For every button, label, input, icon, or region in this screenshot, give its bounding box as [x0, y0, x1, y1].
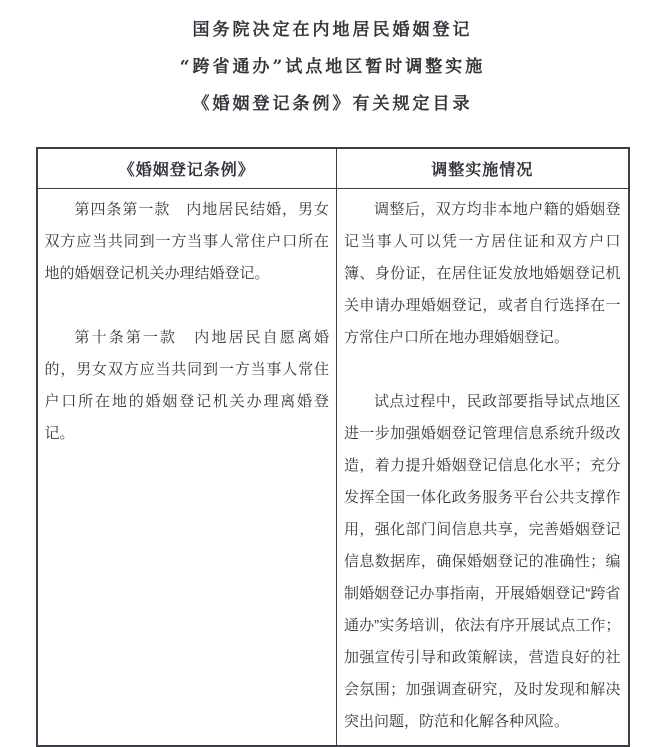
document-page [0, 12, 665, 730]
column-header-regulation: 《婚姻登记条例》 [37, 148, 337, 188]
table-header-row [37, 148, 629, 188]
regulations-table [36, 147, 630, 747]
adjustment-paragraph-1: 调整后，双方均非本地户籍的婚姻登记当事人可以凭一方居住证和双方户口簿、身份证，在居住证发放地婚姻登记机关申请办理婚姻登记，或者自行选择在一方常住户口所在地办理婚姻登记。 [344, 200, 621, 346]
regulation-cell [37, 188, 337, 746]
title-line-3: 《婚姻登记条例》有关规定目录 [192, 94, 473, 114]
table-body-row [37, 188, 629, 746]
adjustment-cell [337, 188, 629, 746]
adjustment-paragraph-2: 试点过程中，民政部要指导试点地区进一步加强婚姻登记管理信息系统升级改造，着力提升婚姻登记信息化水平；充分发挥全国一体化政务服务平台公共支撑作用，强化部门间信息共享，完善婚姻登记信息数据库，确保婚姻登记的准确性；编制婚姻登记办事指南，开展婚姻登记“跨省通办”实务培训，依法有序开展试点工作；加强宣传引导和政策解读，营造良好的社会氛围；加强调查研究，及时发现和解决突出问题，防范和化解各种风险。 [344, 392, 621, 730]
regulation-paragraph-2: 第十条第一款 内地居民自愿离婚的，男女双方应当共同到一方当事人常住户口所在地的婚姻登记机关办理离婚登记。 [44, 328, 329, 442]
title-line-2: “跨省通办”试点地区暂时调整实施 [179, 57, 486, 77]
document-title [0, 12, 665, 123]
column-header-adjustment: 调整实施情况 [337, 148, 629, 188]
regulation-paragraph-1: 第四条第一款 内地居民结婚，男女双方应当共同到一方当事人常住户口所在地的婚姻登记机关办理结婚登记。 [44, 200, 329, 282]
title-line-1: 国务院决定在内地居民婚姻登记 [192, 20, 473, 40]
